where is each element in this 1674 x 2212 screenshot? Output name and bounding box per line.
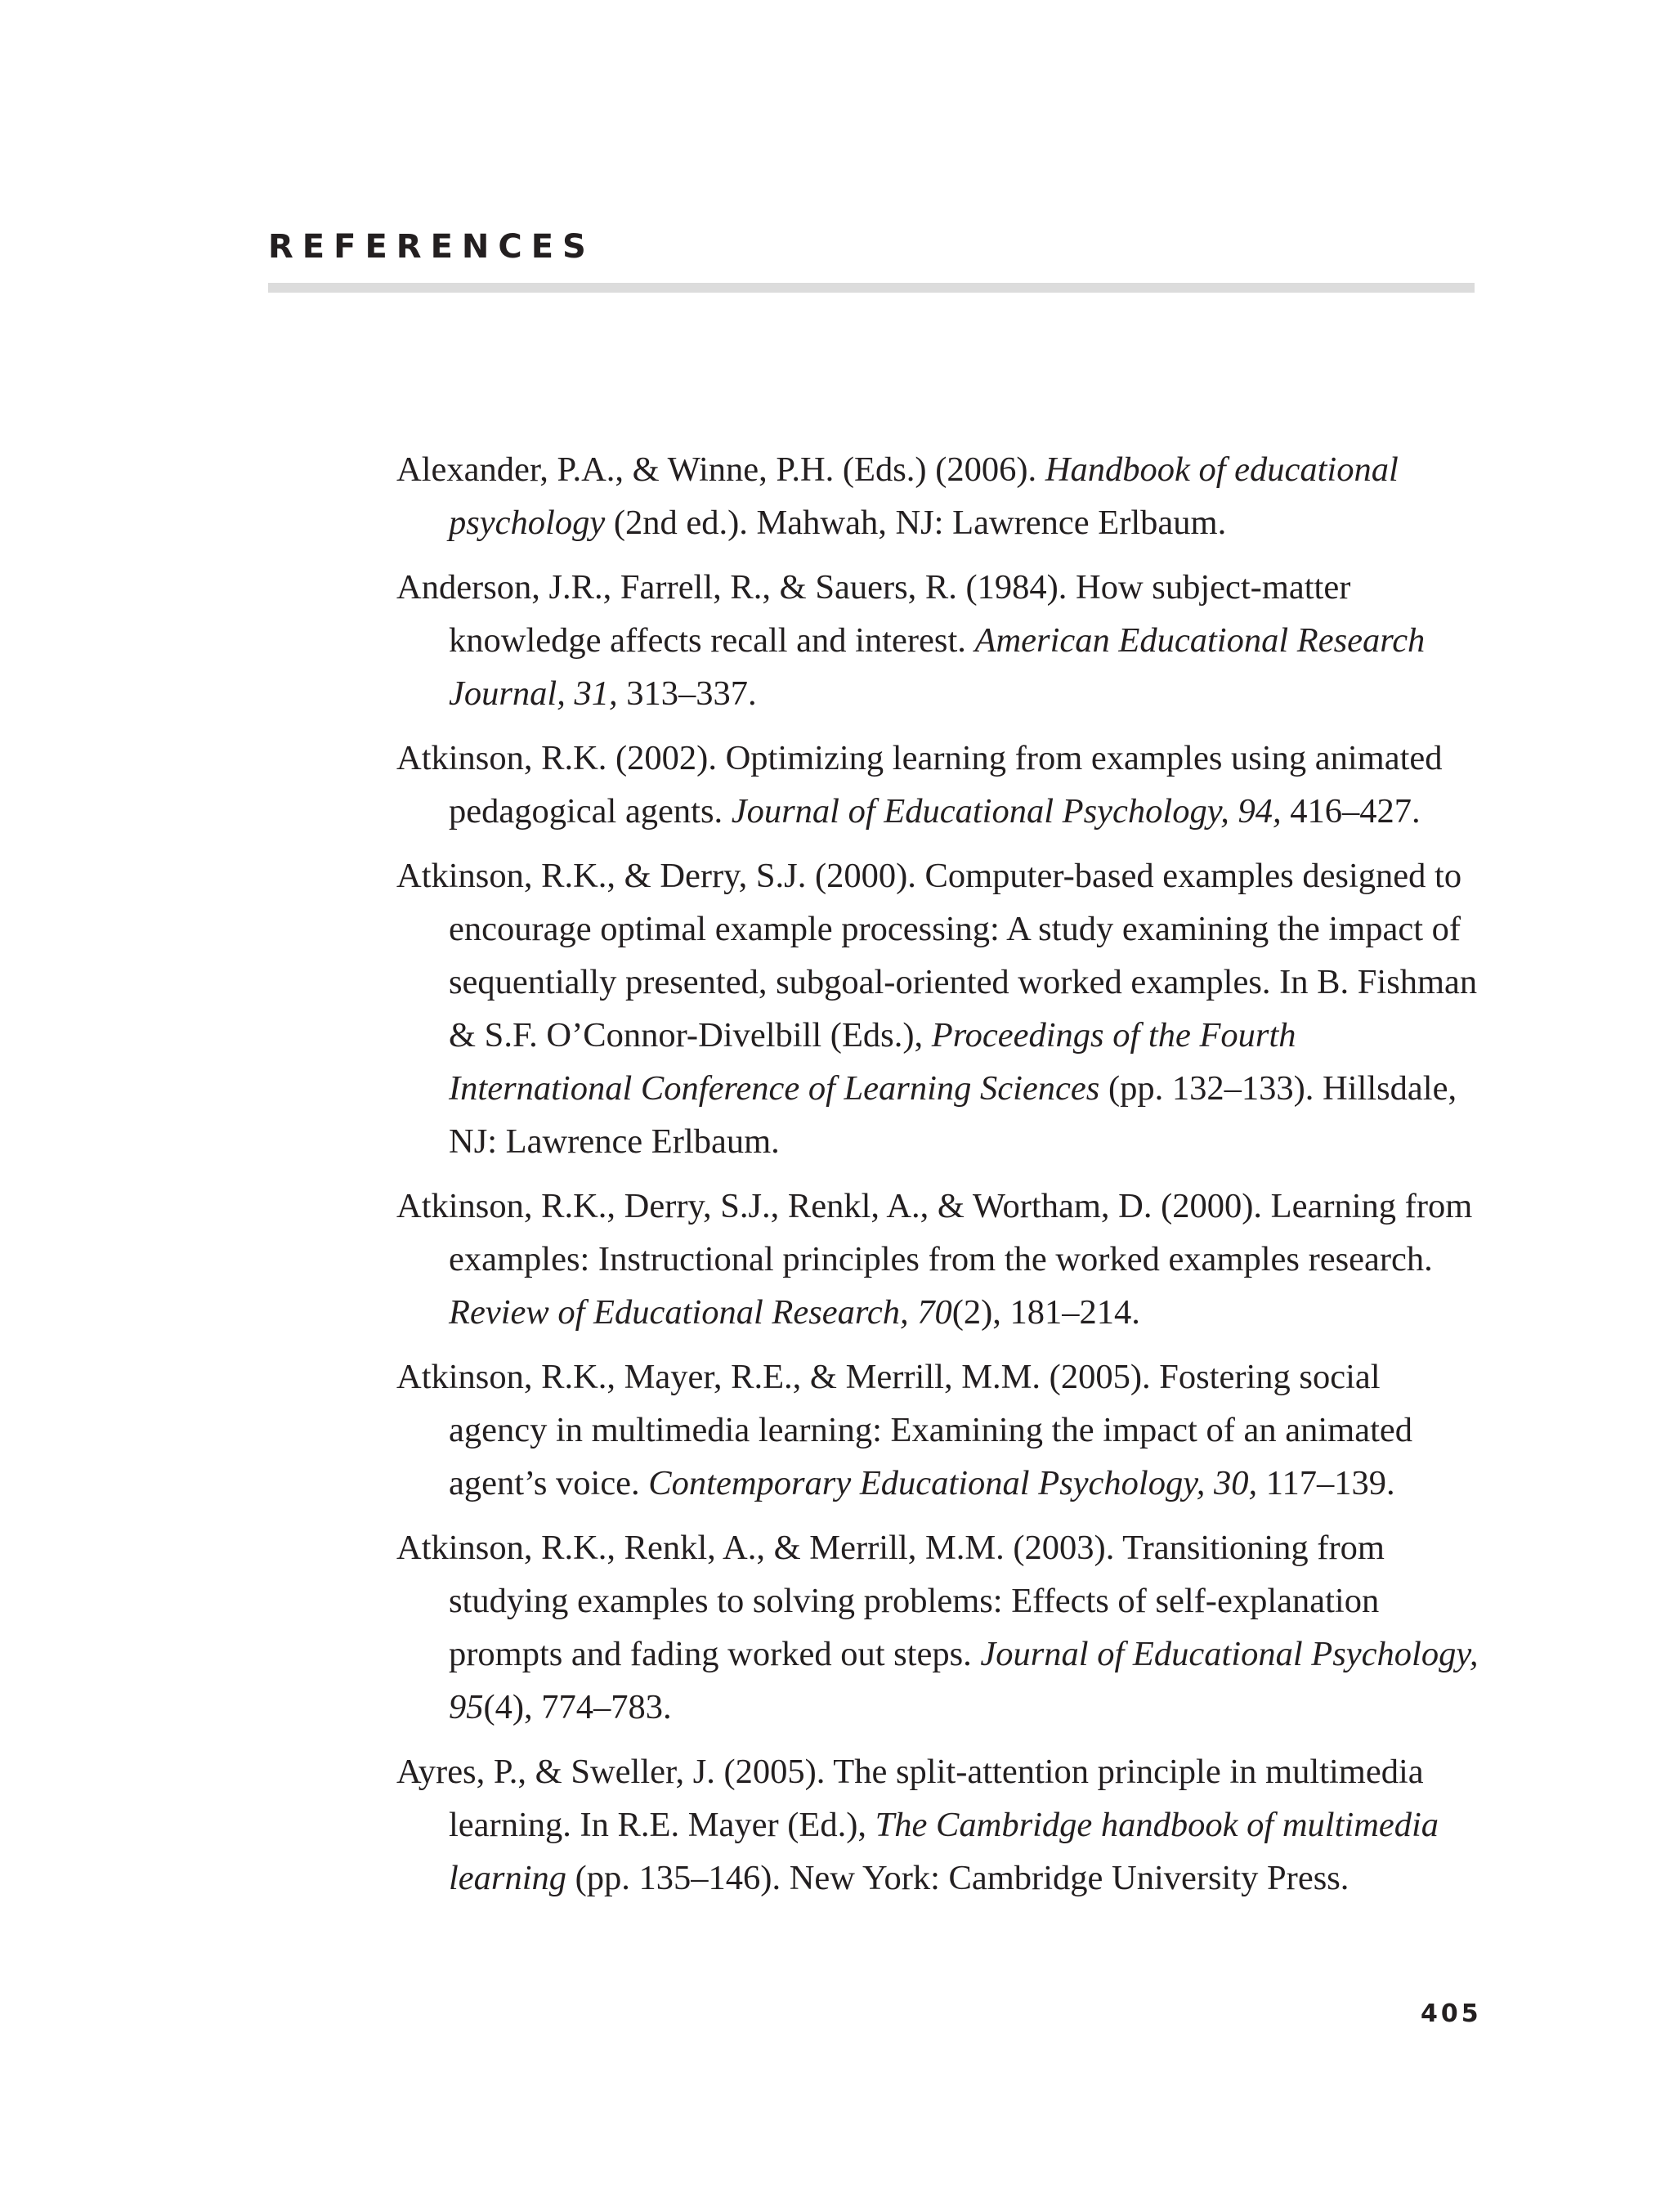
reference-title: American Educational Research Journal, 31, [449,621,1426,713]
reference-text: Ayres, P., & Sweller, J. (2005). The split-attention principle in multimedia learning. In R.E. Mayer (Ed.), [396,1753,1424,1844]
reference-text: Anderson, J.R., Farrell, R., & Sauers, R. (1984). How subject-matter knowledge affects recall and interest. [396,568,1351,660]
reference-text: Atkinson, R.K., & Derry, S.J. (2000). Computer-based examples designed to encourage optimal example processing: A study examining the impact of sequentially presented, subgoal-oriented worked examples. In B. Fishman & S.F. O’Connor-Divelbill (Eds.), [396,857,1478,1055]
reference-text: 416–427. [1281,792,1421,831]
reference-entry [396,1180,1484,1339]
page-number: 405 [1421,1999,1482,2028]
reference-text: Atkinson, R.K. (2002). Optimizing learning from examples using animated pedagogical agents. [396,739,1443,831]
reference-text: 313–337. [617,674,757,713]
reference-entry [396,1521,1484,1734]
reference-entry [396,732,1484,838]
reference-entry [396,1745,1484,1905]
reference-entry [396,849,1484,1168]
reference-title: Handbook of educational psychology [449,450,1399,542]
reference-text: (pp. 135–146). New York: Cambridge University Press. [566,1859,1349,1897]
reference-text: Atkinson, R.K., Renkl, A., & Merrill, M.M. (2003). Transitioning from studying examples to solving problems: Effects of self-explanation prompts and fading worked out steps. [396,1529,1385,1673]
heading-rule [268,283,1475,293]
reference-entry [396,1350,1484,1510]
reference-text: Atkinson, R.K., Derry, S.J., Renkl, A., & Wortham, D. (2000). Learning from examples: Instructional principles from the worked examples research. [396,1187,1473,1278]
reference-text: (2), 181–214. [951,1293,1140,1332]
reference-entry [396,443,1484,549]
reference-title: Journal of Educational Psychology, 94, [731,792,1282,831]
reference-text: (pp. 132–133). Hillsdale, NJ: Lawrence Erlbaum. [449,1069,1457,1161]
reference-text: (4), 774–783. [483,1688,672,1726]
reference-text: Atkinson, R.K., Mayer, R.E., & Merrill, M.M. (2005). Fostering social agency in multimedia learning: Examining the impact of an animated agent’s voice. [396,1358,1413,1502]
reference-list [396,443,1484,1916]
reference-title: Proceedings of the Fourth International Conference of Learning Sciences [449,1016,1296,1108]
reference-title: Contemporary Educational Psychology, 30, [648,1464,1258,1502]
reference-text: (2nd ed.). Mahwah, NJ: Lawrence Erlbaum. [605,504,1227,542]
page-heading: REFERENCES [268,228,595,266]
reference-title: Review of Educational Research, 70 [449,1293,952,1332]
reference-title: The Cambridge handbook of multimedia learning [449,1806,1439,1897]
reference-title: Journal of Educational Psychology, 95 [449,1635,1479,1726]
reference-entry [396,561,1484,720]
reference-text: 117–139. [1257,1464,1395,1502]
reference-text: Alexander, P.A., & Winne, P.H. (Eds.) (2006). [396,450,1045,489]
